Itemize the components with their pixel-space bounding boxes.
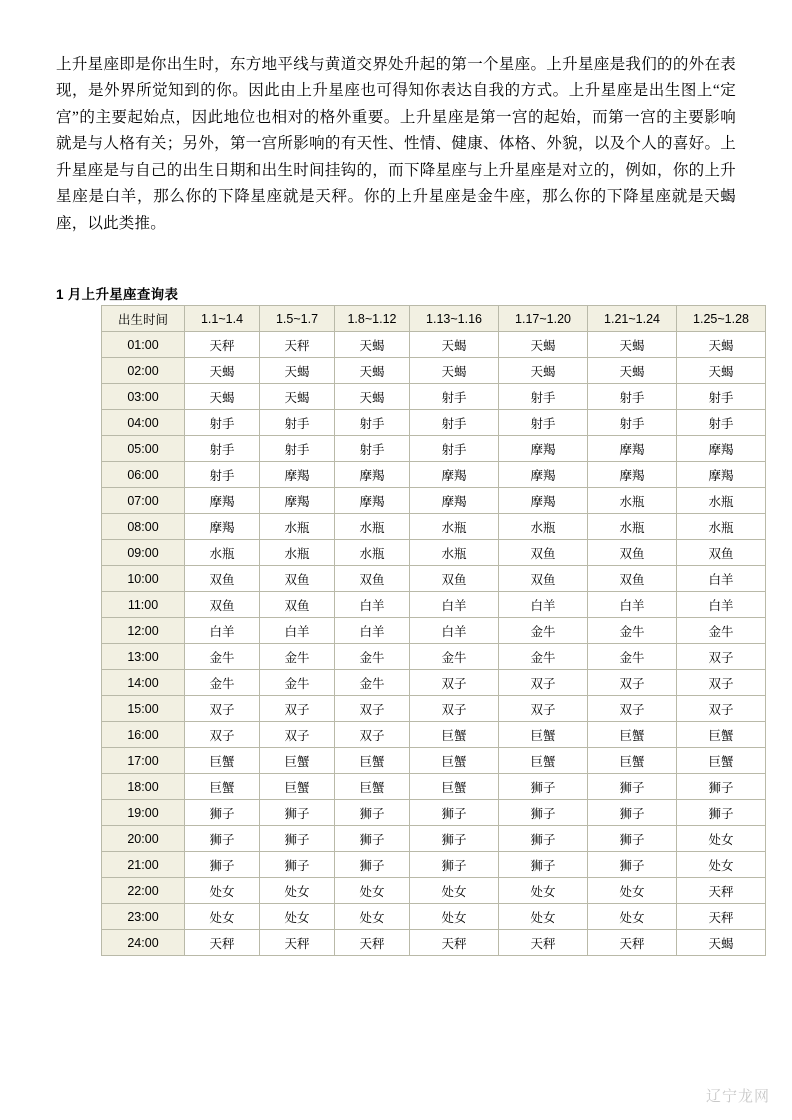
table-row	[102, 514, 766, 540]
table-header-cell-range-2: 1.5~1.7	[260, 306, 335, 332]
table-cell-sign: 狮子	[185, 800, 260, 826]
table-cell-time: 10:00	[102, 566, 185, 592]
table-cell-sign: 摩羯	[499, 488, 588, 514]
table-cell-sign: 狮子	[335, 852, 410, 878]
table-cell-sign: 天秤	[260, 332, 335, 358]
table-row	[102, 852, 766, 878]
table-cell-time: 18:00	[102, 774, 185, 800]
table-cell-sign: 射手	[499, 410, 588, 436]
table-cell-sign: 天秤	[677, 878, 766, 904]
table-cell-sign: 狮子	[410, 852, 499, 878]
table-cell-sign: 巨蟹	[185, 774, 260, 800]
table-cell-sign: 天蝎	[260, 358, 335, 384]
table-cell-sign: 白羊	[677, 592, 766, 618]
table-cell-sign: 双子	[499, 696, 588, 722]
table-cell-sign: 摩羯	[260, 488, 335, 514]
table-cell-sign: 金牛	[499, 618, 588, 644]
table-cell-sign: 巨蟹	[185, 748, 260, 774]
table-cell-sign: 狮子	[260, 852, 335, 878]
table-cell-sign: 天蝎	[677, 930, 766, 956]
table-cell-sign: 双子	[185, 696, 260, 722]
table-header-cell-range-1: 1.1~1.4	[185, 306, 260, 332]
table-cell-sign: 处女	[260, 878, 335, 904]
table-cell-time: 20:00	[102, 826, 185, 852]
table-cell-sign: 狮子	[588, 774, 677, 800]
table-cell-time: 19:00	[102, 800, 185, 826]
table-cell-sign: 双鱼	[260, 592, 335, 618]
table-body	[102, 332, 766, 956]
table-cell-time: 09:00	[102, 540, 185, 566]
table-cell-sign: 狮子	[588, 800, 677, 826]
table-cell-sign: 双鱼	[185, 566, 260, 592]
table-cell-sign: 金牛	[588, 644, 677, 670]
table-cell-sign: 摩羯	[677, 436, 766, 462]
table-cell-sign: 白羊	[260, 618, 335, 644]
table-cell-sign: 巨蟹	[260, 774, 335, 800]
table-cell-sign: 白羊	[677, 566, 766, 592]
table-row	[102, 618, 766, 644]
table-cell-sign: 天秤	[588, 930, 677, 956]
table-cell-sign: 双子	[335, 722, 410, 748]
table-row	[102, 670, 766, 696]
table-cell-sign: 天蝎	[499, 358, 588, 384]
table-cell-sign: 射手	[335, 436, 410, 462]
table-cell-sign: 射手	[260, 436, 335, 462]
table-row	[102, 332, 766, 358]
table-cell-sign: 双子	[677, 696, 766, 722]
table-cell-sign: 摩羯	[499, 462, 588, 488]
table-row	[102, 696, 766, 722]
table-cell-sign: 狮子	[185, 826, 260, 852]
table-cell-sign: 摩羯	[185, 514, 260, 540]
table-cell-sign: 双鱼	[588, 566, 677, 592]
table-cell-sign: 处女	[185, 904, 260, 930]
table-cell-sign: 水瓶	[335, 514, 410, 540]
table-header-cell-range-5: 1.17~1.20	[499, 306, 588, 332]
table-cell-sign: 天秤	[260, 930, 335, 956]
table-cell-sign: 处女	[410, 904, 499, 930]
table-cell-sign: 射手	[410, 384, 499, 410]
table-cell-sign: 射手	[677, 410, 766, 436]
table-cell-sign: 摩羯	[410, 462, 499, 488]
table-cell-sign: 双鱼	[335, 566, 410, 592]
table-cell-time: 17:00	[102, 748, 185, 774]
table-row	[102, 722, 766, 748]
table-cell-sign: 处女	[260, 904, 335, 930]
table-cell-sign: 摩羯	[588, 436, 677, 462]
table-cell-sign: 金牛	[588, 618, 677, 644]
table-cell-sign: 天蝎	[410, 358, 499, 384]
table-cell-sign: 金牛	[260, 670, 335, 696]
table-cell-sign: 天蝎	[335, 358, 410, 384]
table-cell-sign: 摩羯	[335, 488, 410, 514]
table-cell-sign: 射手	[588, 410, 677, 436]
table-cell-sign: 巨蟹	[588, 722, 677, 748]
table-cell-sign: 狮子	[588, 852, 677, 878]
table-cell-time: 05:00	[102, 436, 185, 462]
table-cell-sign: 射手	[185, 462, 260, 488]
table-cell-sign: 摩羯	[335, 462, 410, 488]
table-cell-sign: 狮子	[335, 826, 410, 852]
table-header-row	[102, 306, 766, 332]
table-cell-sign: 狮子	[499, 852, 588, 878]
table-cell-sign: 狮子	[260, 826, 335, 852]
table-row	[102, 566, 766, 592]
table-cell-sign: 巨蟹	[499, 722, 588, 748]
table-cell-sign: 狮子	[410, 826, 499, 852]
table-cell-sign: 狮子	[499, 826, 588, 852]
table-cell-sign: 狮子	[677, 774, 766, 800]
table-cell-sign: 处女	[677, 826, 766, 852]
table-row	[102, 410, 766, 436]
table-cell-sign: 射手	[677, 384, 766, 410]
table-cell-sign: 处女	[335, 878, 410, 904]
table-cell-sign: 天蝎	[588, 332, 677, 358]
table-header-cell-time: 出生时间	[102, 306, 185, 332]
table-cell-sign: 白羊	[410, 592, 499, 618]
table-cell-time: 07:00	[102, 488, 185, 514]
zodiac-lookup-table	[101, 305, 766, 956]
table-cell-sign: 水瓶	[499, 514, 588, 540]
table-row	[102, 774, 766, 800]
table-cell-sign: 处女	[499, 904, 588, 930]
table-cell-sign: 水瓶	[677, 488, 766, 514]
table-cell-sign: 天蝎	[410, 332, 499, 358]
table-cell-sign: 处女	[588, 904, 677, 930]
table-row	[102, 592, 766, 618]
table-cell-sign: 巨蟹	[260, 748, 335, 774]
table-cell-sign: 双子	[499, 670, 588, 696]
table-cell-sign: 天蝎	[185, 384, 260, 410]
table-cell-sign: 金牛	[677, 618, 766, 644]
table-row	[102, 800, 766, 826]
table-cell-sign: 处女	[499, 878, 588, 904]
table-cell-time: 11:00	[102, 592, 185, 618]
table-row	[102, 462, 766, 488]
table-cell-sign: 双子	[260, 722, 335, 748]
table-cell-time: 02:00	[102, 358, 185, 384]
table-row	[102, 930, 766, 956]
table-row	[102, 436, 766, 462]
table-row	[102, 644, 766, 670]
table-cell-sign: 射手	[410, 436, 499, 462]
table-cell-sign: 水瓶	[410, 540, 499, 566]
table-row	[102, 358, 766, 384]
table-cell-sign: 水瓶	[677, 514, 766, 540]
table-cell-sign: 巨蟹	[335, 774, 410, 800]
table-cell-sign: 射手	[185, 410, 260, 436]
table-cell-sign: 射手	[499, 384, 588, 410]
table-cell-time: 12:00	[102, 618, 185, 644]
table-cell-sign: 双子	[335, 696, 410, 722]
table-cell-sign: 水瓶	[588, 514, 677, 540]
table-cell-sign: 射手	[335, 410, 410, 436]
table-cell-sign: 双子	[410, 696, 499, 722]
table-cell-sign: 水瓶	[260, 540, 335, 566]
table-cell-time: 03:00	[102, 384, 185, 410]
table-cell-sign: 处女	[410, 878, 499, 904]
table-cell-sign: 巨蟹	[410, 722, 499, 748]
table-cell-sign: 天蝎	[677, 332, 766, 358]
table-cell-sign: 天秤	[410, 930, 499, 956]
table-cell-sign: 双子	[588, 670, 677, 696]
table-cell-sign: 天蝎	[677, 358, 766, 384]
table-cell-sign: 天秤	[185, 332, 260, 358]
table-cell-time: 21:00	[102, 852, 185, 878]
table-row	[102, 826, 766, 852]
table-cell-sign: 双鱼	[499, 566, 588, 592]
watermark: 辽宁龙网	[705, 1088, 770, 1105]
table-header-cell-range-4: 1.13~1.16	[410, 306, 499, 332]
table-cell-sign: 射手	[260, 410, 335, 436]
table-cell-sign: 白羊	[335, 618, 410, 644]
table-cell-sign: 狮子	[588, 826, 677, 852]
table-row	[102, 540, 766, 566]
table-cell-sign: 双子	[185, 722, 260, 748]
table-header	[102, 306, 766, 332]
table-cell-time: 13:00	[102, 644, 185, 670]
table-row	[102, 384, 766, 410]
table-cell-sign: 巨蟹	[410, 748, 499, 774]
table-cell-sign: 处女	[185, 878, 260, 904]
table-header-cell-range-3: 1.8~1.12	[335, 306, 410, 332]
table-cell-sign: 天蝎	[335, 384, 410, 410]
table-cell-time: 24:00	[102, 930, 185, 956]
table-cell-sign: 水瓶	[588, 488, 677, 514]
table-cell-sign: 双鱼	[677, 540, 766, 566]
table-cell-sign: 射手	[588, 384, 677, 410]
table-cell-sign: 摩羯	[185, 488, 260, 514]
table-cell-sign: 巨蟹	[677, 722, 766, 748]
table-cell-sign: 水瓶	[185, 540, 260, 566]
section-title: 1 月上升星座查询表	[56, 287, 179, 303]
table-cell-sign: 天蝎	[335, 332, 410, 358]
zodiac-table-container	[101, 305, 766, 956]
table-row	[102, 878, 766, 904]
table-cell-sign: 射手	[410, 410, 499, 436]
table-row	[102, 748, 766, 774]
table-cell-sign: 处女	[677, 852, 766, 878]
table-cell-sign: 巨蟹	[677, 748, 766, 774]
table-cell-sign: 双子	[677, 644, 766, 670]
table-cell-sign: 摩羯	[410, 488, 499, 514]
table-cell-sign: 白羊	[410, 618, 499, 644]
table-cell-sign: 白羊	[335, 592, 410, 618]
table-cell-sign: 双子	[588, 696, 677, 722]
table-row	[102, 904, 766, 930]
table-cell-sign: 处女	[335, 904, 410, 930]
table-cell-sign: 天秤	[335, 930, 410, 956]
table-cell-sign: 狮子	[335, 800, 410, 826]
table-cell-sign: 摩羯	[588, 462, 677, 488]
table-cell-time: 22:00	[102, 878, 185, 904]
table-cell-sign: 天秤	[677, 904, 766, 930]
table-cell-sign: 狮子	[260, 800, 335, 826]
table-cell-time: 16:00	[102, 722, 185, 748]
table-cell-sign: 巨蟹	[410, 774, 499, 800]
table-cell-sign: 射手	[185, 436, 260, 462]
table-cell-sign: 双鱼	[410, 566, 499, 592]
table-cell-sign: 巨蟹	[499, 748, 588, 774]
table-cell-sign: 双子	[260, 696, 335, 722]
table-cell-sign: 双鱼	[260, 566, 335, 592]
table-cell-time: 23:00	[102, 904, 185, 930]
table-cell-sign: 双鱼	[588, 540, 677, 566]
table-cell-sign: 天蝎	[260, 384, 335, 410]
table-cell-time: 04:00	[102, 410, 185, 436]
table-cell-sign: 狮子	[677, 800, 766, 826]
table-cell-sign: 金牛	[410, 644, 499, 670]
table-cell-sign: 天秤	[499, 930, 588, 956]
table-cell-sign: 白羊	[185, 618, 260, 644]
table-cell-sign: 双鱼	[499, 540, 588, 566]
table-cell-time: 14:00	[102, 670, 185, 696]
table-cell-sign: 金牛	[335, 670, 410, 696]
table-cell-sign: 狮子	[499, 800, 588, 826]
table-cell-sign: 金牛	[185, 670, 260, 696]
table-cell-sign: 天蝎	[185, 358, 260, 384]
table-cell-sign: 白羊	[499, 592, 588, 618]
table-cell-sign: 处女	[588, 878, 677, 904]
table-cell-sign: 双子	[677, 670, 766, 696]
table-cell-sign: 金牛	[185, 644, 260, 670]
table-cell-sign: 摩羯	[499, 436, 588, 462]
table-row	[102, 488, 766, 514]
table-cell-sign: 白羊	[588, 592, 677, 618]
intro-paragraph: 上升星座即是你出生时，东方地平线与黄道交界处升起的第一个星座。上升星座是我们的的外在表现，是外界所觉知到的你。因此由上升星座也可得知你表达自我的方式。上升星座是出生图上“定宫”的主要起始点，因此地位也相对的格外重要。上升星座是第一宫的起始，而第一宫的主要影响就是与人格有关；另外，第一宫所影响的有天性、性情、健康、体格、外貌，以及个人的喜好。上升星座是与自己的出生日期和出生时间挂钩的，而下降星座与上升星座是对立的，例如，你的上升星座是白羊，那么你的下降星座就是天秤。你的上升星座是金牛座，那么你的下降星座就是天蝎座，以此类推。	[56, 55, 736, 232]
table-header-cell-range-6: 1.21~1.24	[588, 306, 677, 332]
table-cell-sign: 水瓶	[335, 540, 410, 566]
table-cell-time: 08:00	[102, 514, 185, 540]
table-cell-sign: 狮子	[410, 800, 499, 826]
table-cell-time: 01:00	[102, 332, 185, 358]
table-cell-sign: 摩羯	[677, 462, 766, 488]
table-cell-sign: 金牛	[335, 644, 410, 670]
table-cell-sign: 天蝎	[499, 332, 588, 358]
table-cell-sign: 双子	[410, 670, 499, 696]
table-cell-sign: 巨蟹	[588, 748, 677, 774]
table-cell-sign: 水瓶	[260, 514, 335, 540]
table-cell-time: 06:00	[102, 462, 185, 488]
table-cell-sign: 巨蟹	[335, 748, 410, 774]
table-cell-sign: 金牛	[499, 644, 588, 670]
table-cell-time: 15:00	[102, 696, 185, 722]
table-cell-sign: 双鱼	[185, 592, 260, 618]
table-cell-sign: 水瓶	[410, 514, 499, 540]
table-cell-sign: 狮子	[185, 852, 260, 878]
table-cell-sign: 狮子	[499, 774, 588, 800]
table-header-cell-range-7: 1.25~1.28	[677, 306, 766, 332]
table-cell-sign: 天秤	[185, 930, 260, 956]
table-cell-sign: 天蝎	[588, 358, 677, 384]
table-cell-sign: 摩羯	[260, 462, 335, 488]
table-cell-sign: 金牛	[260, 644, 335, 670]
